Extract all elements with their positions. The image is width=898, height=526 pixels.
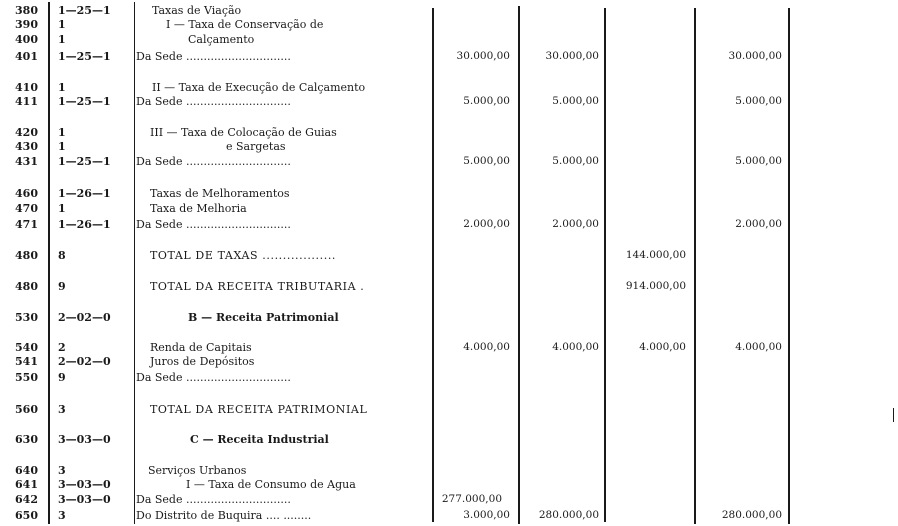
value-col-1: 4.000,00	[463, 341, 510, 353]
table-row	[0, 4, 898, 17]
table-row	[0, 509, 898, 522]
row-code: 480	[15, 280, 38, 293]
row-classification: 8	[58, 249, 66, 262]
row-code: 630	[15, 433, 38, 446]
row-classification: 3	[58, 464, 66, 477]
row-description: Da Sede ..............................	[136, 218, 291, 231]
value-col-1: 5.000,00	[463, 155, 510, 167]
value-col-2: 4.000,00	[552, 341, 599, 353]
row-code: 642	[15, 493, 38, 506]
row-code: 390	[15, 18, 38, 31]
row-description: Do Distrito de Buquira .... ........	[136, 509, 312, 522]
value-col-1: 2.000,00	[463, 218, 510, 230]
row-description: I — Taxa de Consumo de Agua	[186, 478, 356, 491]
row-classification: 1	[58, 33, 66, 46]
row-code: 471	[15, 218, 38, 231]
row-code: 541	[15, 355, 38, 368]
row-classification: 3—03—0	[58, 478, 111, 491]
table-row	[0, 140, 898, 153]
value-col-1: 30.000,00	[456, 50, 510, 62]
value-col-4: 5.000,00	[735, 95, 782, 107]
table-row	[0, 155, 898, 168]
table-row	[0, 341, 898, 354]
row-description: e Sargetas	[226, 140, 286, 153]
row-code: 530	[15, 311, 38, 324]
value-col-4: 30.000,00	[728, 50, 782, 62]
row-description: TOTAL DE TAXAS ..................	[150, 249, 337, 262]
value-col-1: 5.000,00	[463, 95, 510, 107]
table-row	[0, 371, 898, 384]
row-description: TOTAL DA RECEITA TRIBUTARIA .	[150, 280, 365, 293]
row-code: 460	[15, 187, 38, 200]
row-classification: 2	[58, 341, 66, 354]
row-classification: 1	[58, 18, 66, 31]
row-classification: 1—25—1	[58, 4, 111, 17]
row-description: Da Sede ..............................	[136, 371, 291, 384]
row-description: Da Sede ..............................	[136, 493, 291, 506]
row-description: I — Taxa de Conservação de	[166, 18, 324, 31]
row-classification: 9	[58, 371, 66, 384]
table-row	[0, 202, 898, 215]
row-classification: 1	[58, 202, 66, 215]
row-classification: 1—25—1	[58, 95, 111, 108]
value-col-4: 5.000,00	[735, 155, 782, 167]
row-description: Serviços Urbanos	[148, 464, 247, 477]
row-code: 470	[15, 202, 38, 215]
row-classification: 1	[58, 140, 66, 153]
row-description: III — Taxa de Colocação de Guias	[150, 126, 337, 139]
row-description: C — Receita Industrial	[190, 433, 329, 446]
row-classification: 9	[58, 280, 66, 293]
row-code: 380	[15, 4, 38, 17]
value-col-2: 280.000,00	[538, 509, 599, 521]
table-row	[0, 50, 898, 63]
row-code: 431	[15, 155, 38, 168]
row-description: TOTAL DA RECEITA PATRIMONIAL	[150, 403, 368, 416]
table-row	[0, 81, 898, 94]
row-classification: 2—02—0	[58, 355, 111, 368]
value-col-4: 280.000,00	[721, 509, 782, 521]
table-row	[0, 249, 898, 262]
value-col-3: 914.000,00	[625, 280, 686, 292]
row-code: 410	[15, 81, 38, 94]
row-description: Taxas de Melhoramentos	[150, 187, 290, 200]
value-col-4: 2.000,00	[735, 218, 782, 230]
table-row	[0, 403, 898, 416]
table-row	[0, 18, 898, 31]
row-code: 640	[15, 464, 38, 477]
row-description: Da Sede ..............................	[136, 50, 291, 63]
table-row	[0, 478, 898, 491]
row-code: 401	[15, 50, 38, 63]
row-classification: 1—25—1	[58, 155, 111, 168]
value-col-1: 277.000,00	[441, 493, 502, 505]
row-code: 400	[15, 33, 38, 46]
row-description: Calçamento	[188, 33, 255, 46]
table-row	[0, 218, 898, 231]
value-col-3: 144.000,00	[625, 249, 686, 261]
table-row	[0, 95, 898, 108]
row-code: 430	[15, 140, 38, 153]
value-col-2: 5.000,00	[552, 95, 599, 107]
row-classification: 1—26—1	[58, 187, 111, 200]
value-col-4: 4.000,00	[735, 341, 782, 353]
row-classification: 3—03—0	[58, 433, 111, 446]
row-classification: 1—25—1	[58, 50, 111, 63]
value-col-2: 5.000,00	[552, 155, 599, 167]
row-classification: 3—03—0	[58, 493, 111, 506]
row-description: II — Taxa de Execução de Calçamento	[152, 81, 366, 94]
row-classification: 2—02—0	[58, 311, 111, 324]
row-classification: 3	[58, 509, 66, 522]
row-description: Renda de Capitais	[150, 341, 252, 354]
row-code: 411	[15, 95, 38, 108]
table-row	[0, 493, 898, 506]
row-description: Da Sede ..............................	[136, 95, 291, 108]
row-description: Da Sede ..............................	[136, 155, 291, 168]
table-row	[0, 311, 898, 324]
value-col-3: 4.000,00	[639, 341, 686, 353]
table-row	[0, 187, 898, 200]
row-description: Taxa de Melhoria	[150, 202, 247, 215]
value-col-2: 30.000,00	[545, 50, 599, 62]
value-col-1: 3.000,00	[463, 509, 510, 521]
table-row	[0, 126, 898, 139]
row-code: 480	[15, 249, 38, 262]
row-code: 540	[15, 341, 38, 354]
row-classification: 1	[58, 81, 66, 94]
row-classification: 1—26—1	[58, 218, 111, 231]
row-classification: 1	[58, 126, 66, 139]
row-classification: 3	[58, 403, 66, 416]
table-row	[0, 464, 898, 477]
row-description: B — Receita Patrimonial	[188, 311, 339, 324]
row-description: Taxas de Viação	[152, 4, 242, 17]
table-row	[0, 33, 898, 46]
row-code: 420	[15, 126, 38, 139]
row-description: Juros de Depósitos	[150, 355, 255, 368]
row-code: 550	[15, 371, 38, 384]
row-code: 650	[15, 509, 38, 522]
value-col-2: 2.000,00	[552, 218, 599, 230]
row-code: 641	[15, 478, 38, 491]
table-row	[0, 280, 898, 293]
table-row	[0, 355, 898, 368]
row-code: 560	[15, 403, 38, 416]
table-row	[0, 433, 898, 446]
